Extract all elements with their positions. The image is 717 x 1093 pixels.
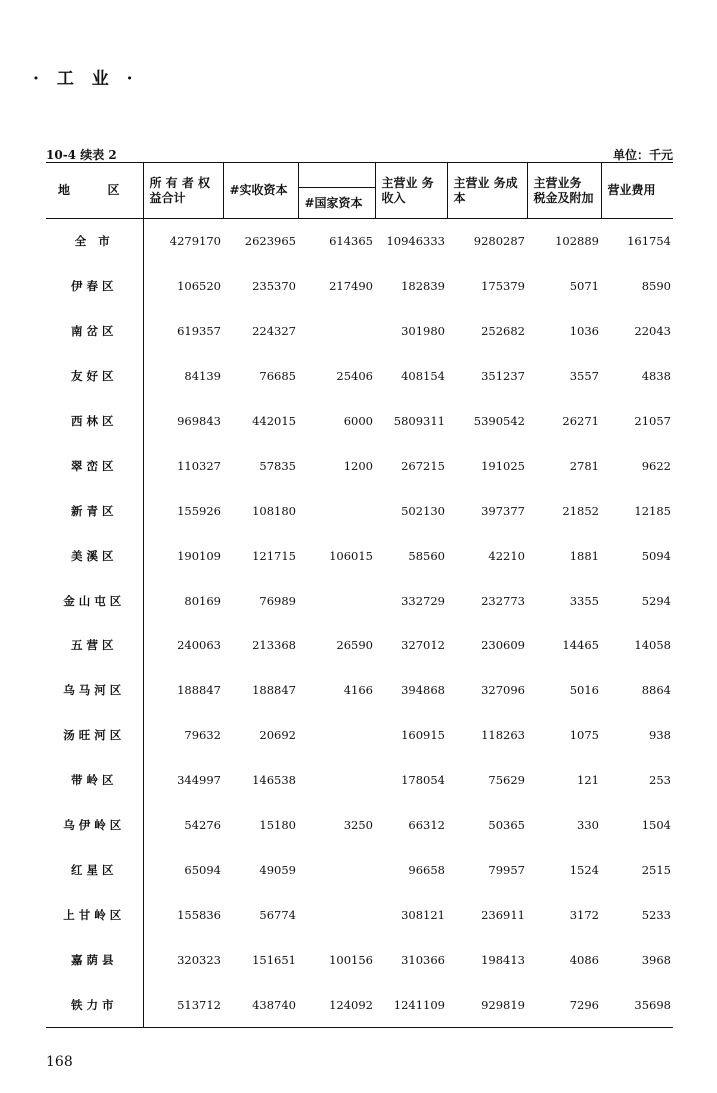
cell-paid-in-capital: 76685 [259, 369, 296, 384]
row-region: 嘉荫县 [46, 937, 143, 982]
cell-state-capital [298, 488, 375, 533]
table-row [46, 803, 673, 848]
cell-main-tax: 121 [577, 773, 599, 788]
table-id: 10-4 续表 2 [46, 148, 117, 162]
cell-state-capital: 106015 [329, 548, 373, 563]
cell-main-revenue: 332729 [401, 593, 445, 608]
cell-main-cost: 327096 [481, 683, 525, 698]
cell-main-tax: 1075 [569, 728, 599, 743]
cell-main-cost: 198413 [481, 952, 525, 967]
cell-main-cost: 397377 [481, 503, 525, 518]
cell-paid-in-capital: 224327 [252, 324, 296, 339]
row-region: 全 市 [46, 219, 143, 264]
cell-operating-expense: 8864 [641, 683, 671, 698]
cell-main-revenue: 308121 [401, 907, 445, 922]
cell-owners-equity: 155926 [177, 503, 221, 518]
row-region: 金山屯区 [46, 578, 143, 623]
cell-owners-equity: 619357 [177, 324, 221, 339]
cell-main-tax: 5016 [569, 683, 599, 698]
cell-owners-equity: 513712 [177, 997, 221, 1012]
cell-operating-expense: 5094 [641, 548, 671, 563]
cell-main-tax: 1524 [569, 862, 599, 877]
cell-state-capital: 26590 [336, 638, 373, 653]
cell-state-capital [298, 713, 375, 758]
header-state-capital-spacer [298, 163, 375, 188]
cell-paid-in-capital: 49059 [259, 862, 296, 877]
table-row [46, 354, 673, 399]
cell-owners-equity: 65094 [184, 862, 221, 877]
header-main-revenue: 主营业 务收入 [375, 163, 447, 219]
row-region: 南岔区 [46, 309, 143, 354]
unit-label: 单位：千元 [612, 148, 673, 162]
cell-main-revenue: 66312 [408, 818, 445, 833]
row-region: 乌伊岭区 [46, 803, 143, 848]
cell-main-cost: 75629 [488, 773, 525, 788]
cell-main-tax: 3557 [569, 369, 599, 384]
table-row [46, 937, 673, 982]
cell-paid-in-capital: 146538 [252, 773, 296, 788]
header-operating-expense: 营业费用 [601, 163, 673, 219]
table-row [46, 264, 673, 309]
cell-main-cost: 79957 [488, 862, 525, 877]
cell-main-cost: 50365 [488, 818, 525, 833]
cell-paid-in-capital: 20692 [259, 728, 296, 743]
table-row [46, 578, 673, 623]
cell-paid-in-capital: 121715 [252, 548, 296, 563]
cell-state-capital: 6000 [343, 414, 373, 428]
data-table-container [46, 162, 673, 1028]
table-header [46, 163, 673, 219]
cell-main-revenue: 327012 [401, 638, 445, 653]
cell-main-cost: 232773 [481, 593, 525, 608]
cell-main-cost: 175379 [481, 279, 525, 294]
cell-owners-equity: 155836 [177, 907, 221, 922]
cell-operating-expense: 5233 [641, 907, 671, 922]
table-row [46, 847, 673, 892]
table-row [46, 219, 673, 264]
cell-operating-expense: 1504 [641, 818, 671, 833]
table-row [46, 623, 673, 668]
cell-owners-equity: 79632 [184, 728, 221, 743]
table-row [46, 982, 673, 1027]
row-region: 新青区 [46, 488, 143, 533]
table-row [46, 713, 673, 758]
cell-main-cost: 191025 [481, 458, 525, 473]
row-region: 红星区 [46, 847, 143, 892]
row-region: 带岭区 [46, 758, 143, 803]
cell-main-revenue: 408154 [401, 369, 445, 384]
cell-main-revenue: 182839 [401, 279, 445, 294]
cell-main-revenue: 5809311 [393, 414, 445, 428]
cell-operating-expense: 938 [649, 728, 671, 743]
cell-state-capital [298, 578, 375, 623]
row-region: 上甘岭区 [46, 892, 143, 937]
cell-state-capital: 3250 [343, 818, 373, 833]
cell-owners-equity: 54276 [184, 818, 221, 833]
cell-owners-equity: 188847 [177, 683, 221, 698]
cell-state-capital [298, 309, 375, 354]
table-row [46, 892, 673, 937]
cell-state-capital: 100156 [329, 952, 373, 967]
cell-paid-in-capital: 56774 [259, 907, 296, 922]
cell-paid-in-capital: 213368 [252, 638, 296, 653]
cell-main-tax: 1881 [569, 548, 599, 563]
cell-paid-in-capital: 57835 [259, 458, 296, 473]
cell-main-tax: 4086 [569, 952, 599, 967]
cell-state-capital: 1200 [343, 458, 373, 473]
cell-owners-equity: 320323 [177, 952, 221, 967]
table-row [46, 533, 673, 578]
cell-main-revenue: 301980 [401, 324, 445, 339]
row-region: 美溪区 [46, 533, 143, 578]
header-state-capital: #国家资本 [298, 188, 375, 219]
section-header: · 工 业 · [33, 69, 139, 89]
table-row [46, 668, 673, 713]
header-region-di: 地 [58, 183, 72, 197]
cell-owners-equity: 106520 [177, 279, 221, 294]
cell-main-revenue: 96658 [408, 862, 445, 877]
row-region: 铁力市 [46, 982, 143, 1027]
cell-paid-in-capital: 188847 [252, 683, 296, 698]
cell-operating-expense: 5294 [641, 593, 671, 608]
cell-paid-in-capital: 76989 [259, 593, 296, 608]
cell-main-cost: 118263 [481, 728, 525, 743]
cell-owners-equity: 110327 [177, 458, 221, 473]
cell-main-tax: 330 [577, 818, 599, 833]
cell-paid-in-capital: 151651 [252, 952, 296, 967]
row-region: 五营区 [46, 623, 143, 668]
cell-state-capital: 124092 [329, 997, 373, 1012]
cell-owners-equity: 240063 [177, 638, 221, 653]
cell-main-revenue: 58560 [408, 548, 445, 563]
row-region: 西林区 [46, 399, 143, 444]
cell-owners-equity: 344997 [177, 773, 221, 788]
cell-state-capital: 217490 [329, 279, 373, 294]
cell-main-cost: 236911 [481, 907, 525, 922]
cell-operating-expense: 2515 [641, 862, 671, 877]
cell-owners-equity: 969843 [177, 414, 221, 428]
header-region [46, 163, 143, 219]
cell-state-capital [298, 892, 375, 937]
header-paid-in-capital: #实收资本 [223, 163, 298, 219]
cell-main-tax: 3172 [569, 907, 599, 922]
table-row [46, 399, 673, 444]
cell-state-capital [298, 758, 375, 803]
cell-owners-equity: 4279170 [169, 234, 221, 249]
cell-operating-expense: 12185 [634, 503, 671, 518]
table-row [46, 309, 673, 354]
cell-main-revenue: 394868 [401, 683, 445, 698]
cell-main-cost: 252682 [481, 324, 525, 339]
table-row [46, 488, 673, 533]
table-row [46, 758, 673, 803]
cell-main-revenue: 502130 [401, 503, 445, 518]
table-row [46, 443, 673, 488]
cell-operating-expense: 8590 [641, 279, 671, 294]
cell-paid-in-capital: 108180 [252, 503, 296, 518]
cell-owners-equity: 80169 [184, 593, 221, 608]
cell-main-tax: 2781 [569, 458, 599, 473]
cell-paid-in-capital: 235370 [252, 279, 296, 294]
cell-main-cost: 9280287 [473, 234, 525, 249]
cell-state-capital: 25406 [336, 369, 373, 384]
header-main-cost: 主营业 务成本 [447, 163, 527, 219]
cell-main-tax: 1036 [569, 324, 599, 339]
page-number: 168 [46, 1054, 73, 1070]
cell-operating-expense: 21057 [634, 414, 671, 428]
cell-main-cost: 351237 [481, 369, 525, 384]
cell-main-revenue: 267215 [401, 458, 445, 473]
cell-main-revenue: 1241109 [393, 997, 445, 1012]
row-region: 翠峦区 [46, 443, 143, 488]
cell-operating-expense: 4838 [641, 369, 671, 384]
cell-paid-in-capital: 15180 [259, 818, 296, 833]
cell-operating-expense: 22043 [634, 324, 671, 339]
cell-main-cost: 5390542 [473, 414, 525, 428]
cell-main-tax: 3355 [569, 593, 599, 608]
row-region: 汤旺河区 [46, 713, 143, 758]
cell-main-tax: 26271 [562, 414, 599, 428]
row-region: 乌马河区 [46, 668, 143, 713]
cell-main-cost: 929819 [481, 997, 525, 1012]
cell-main-tax: 14465 [562, 638, 599, 653]
header-main-tax: 主营业务 税金及附加 [527, 163, 601, 219]
cell-main-revenue: 310366 [401, 952, 445, 967]
cell-main-cost: 230609 [481, 638, 525, 653]
header-owners-equity: 所 有 者 权益合计 [149, 175, 211, 205]
cell-operating-expense: 9622 [641, 458, 671, 473]
cell-main-revenue: 10946333 [386, 234, 445, 249]
cell-operating-expense: 161754 [627, 234, 671, 249]
cell-main-tax: 5071 [569, 279, 599, 294]
cell-main-cost: 42210 [488, 548, 525, 563]
cell-paid-in-capital: 442015 [252, 414, 296, 428]
cell-main-revenue: 178054 [401, 773, 445, 788]
cell-state-capital: 614365 [329, 234, 373, 249]
cell-state-capital: 4166 [343, 683, 373, 698]
cell-owners-equity: 190109 [177, 548, 221, 563]
cell-state-capital [298, 847, 375, 892]
cell-main-tax: 102889 [555, 234, 599, 249]
cell-paid-in-capital: 2623965 [244, 234, 296, 249]
data-table [46, 162, 673, 1028]
cell-main-tax: 21852 [562, 503, 599, 518]
header-region-qu: 区 [107, 183, 121, 197]
cell-operating-expense: 253 [649, 773, 671, 788]
row-region: 伊春区 [46, 264, 143, 309]
cell-main-revenue: 160915 [401, 728, 445, 743]
cell-operating-expense: 3968 [641, 952, 671, 967]
cell-operating-expense: 35698 [634, 997, 671, 1012]
cell-paid-in-capital: 438740 [252, 997, 296, 1012]
row-region: 友好区 [46, 354, 143, 399]
cell-operating-expense: 14058 [634, 638, 671, 653]
table-body [46, 219, 673, 1028]
cell-owners-equity: 84139 [184, 369, 221, 384]
cell-main-tax: 7296 [569, 997, 599, 1012]
